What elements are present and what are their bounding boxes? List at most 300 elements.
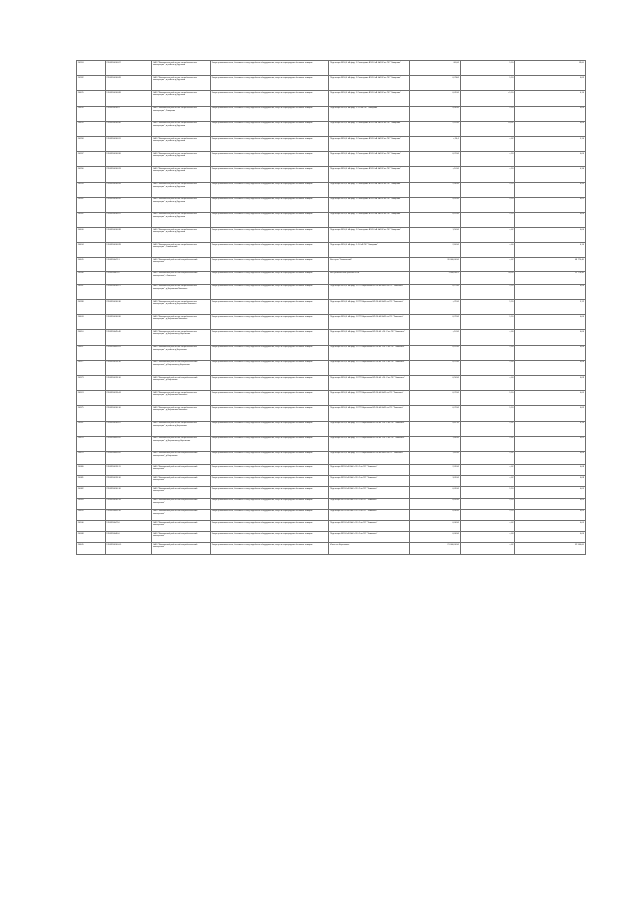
cell-id: 20592 [77,76,106,91]
cell-id: 20106 [77,521,106,532]
cell-permit: Под опоры ВЛ-0,4 кВ фид. 1 -10 кВ ПС "Заварово" [329,243,410,258]
cell-total: 4,10 [515,243,586,258]
cell-permit: Под опоры ВЛ-0,4 кВ фид. 1 КТП Чернигово ВЛ-10 кВ +20 -2 по ПС "Заволжск" [329,360,410,375]
cell-permit: Под опоры ВЛ-0,4 кВ фид. 1 -10 кВ ПС "Заварово" [329,106,410,121]
cell-total: 0,04 [515,451,586,464]
cell-permit: Под опоры ВЛ-0,4 кВ фид. 1 КТП Чернигово ВЛ-10 кВ №31 по ПС "Заволжск" [329,406,410,421]
cell-org: ОАО "Ивановская рай онная потребительская кооперация", в районе д.Кругляки [152,167,211,182]
cell-org: ОАО "Ивановский рай онный потребительский кооператив", д.Чернигово-д.Чернигово [152,360,211,375]
cell-total: 0,65 [515,391,586,406]
cell-act: Закуп промышленного, бытового и тому подобного оборудования; закуп и перепродажа бытовых товаров [210,182,329,197]
cell-act: Закуп промышленного, бытового и тому подобного оборудования; закуп и перепродажа бытовых товаров [210,315,329,330]
cell-permit: Под опоры ВЛ-0,4 кВ фид. 1 КТП Чернигово ВЛ-10 кВ +20 -2 по ПС "Заволжск" [329,375,410,390]
cell-id: 20398 [77,300,106,315]
table-row [77,391,586,406]
cell-total: 5,12 [515,300,586,315]
cell-id: 20347 [77,421,106,436]
cell-rate: 1,20 [460,284,515,299]
cell-org: ОАО "Ивановский рай онный потребительский кооператив" [152,543,211,554]
cell-act: Закуп промышленного, бытового и тому подобного оборудования; закуп и перепродажа бытовых товаров [210,451,329,464]
cell-id: 20080 [77,465,106,476]
cell-act: Закуп промышленного, бытового и тому подобного оборудования; закуп и перепродажа бытовых товаров [210,465,329,476]
cell-act: Закуп промышленного, бытового и тому подобного оборудования; закуп и перепродажа бытовых товаров [210,436,329,451]
table-row [77,532,586,543]
table-row [77,300,586,315]
cell-permit: Все узаконенные работы ЕСМ [329,271,410,284]
cell-code: 1704350016-96 [105,152,152,167]
cell-org: ОАО "Ивановская рай онная потребительская кооперация", д.Чернигово/Заволжск [152,284,211,299]
cell-rate: +,02 [460,543,515,554]
cell-rate: 1,20 [460,197,515,212]
cell-amount: 0,7014 [409,406,460,421]
cell-amount: 0,7514 [409,284,460,299]
cell-rate: 1,20 [460,391,515,406]
cell-permit: Под опоры ВЛ-10 кВ №4 +20 -2 по ПС "Заволжск" [329,521,410,532]
cell-code: 1704350016-98 [105,228,152,243]
cell-total: 0,04 [515,152,586,167]
cell-code: 1704350019-10 [105,375,152,390]
cell-org: ОАО "Ивановская рай онная потребительская кооперация", д.Чернигово/Заволжск [152,391,211,406]
table-row [77,436,586,451]
cell-code: 1704350040-0 [105,532,152,543]
cell-org: ОАО "Ивановская рай онная потребительская кооперация", в районе д.Кругляки [152,91,211,106]
cell-code: 2704350016-89 [105,76,152,91]
cell-rate: 1,20 [460,61,515,76]
cell-org: ОАО "Ивановская рай онная потребительская кооперация", в районе д.Кругляки [152,76,211,91]
cell-code: 1704350016-47 [105,421,152,436]
table-row [77,197,586,212]
cell-rate: +,02 [460,436,515,451]
cell-id: 20435 [77,121,106,136]
cell-total: 0,08 [515,465,586,476]
cell-act: Закуп промышленного, бытового и тому подобного оборудования; закуп и перепродажа бытовых товаров [210,487,329,498]
cell-amount: 0,5014 [409,375,460,390]
cell-act: Закуп промышленного, бытового и тому подобного оборудования; закуп и перепродажа бытовых товаров [210,228,329,243]
cell-permit: Под опоры ВЛ-0,4 кВ фид. 1 Самсорова ВЛ-10 кВ №102 по ПС "Заварово" [329,167,410,182]
cell-amount: 0,4514 [409,91,460,106]
table-row [77,315,586,330]
cell-code: 2704350019-10 [105,476,152,487]
cell-permit: Под опоры ВЛ-0,4 кВ фид. 1 КТП Чернигово ВЛ-10 кВ +20 -2 по ПС "Заволжск" [329,345,410,360]
cell-permit: Под опоры ВЛ-0,4 кВ фид. 1 КТП Чернигово ВЛ-10 кВ №31 по ПС "Заволжск" [329,451,410,464]
cell-total: 52 500,00 [515,543,586,554]
cell-total: 0,65 [515,76,586,91]
table-row [77,284,586,299]
cell-code: 1704350047-0 [105,521,152,532]
cell-org: ОАО "Ивановская рай онная потребительская кооперация", в районе д.Чернигово/Заволжск [152,300,211,315]
cell-org: ОАО "Ивановский рай онный потребительский кооператив" [152,532,211,543]
registry-table [76,60,586,555]
cell-permit: Под опоры ВЛ-0,4 кВ фид. 1 Самсорова ВЛ-10 кВ №102 по ПС "Заварово" [329,182,410,197]
cell-total: 19,00 [515,61,586,76]
cell-rate: 1,20 [460,406,515,421]
cell-act: Закуп промышленного, бытового и тому подобного оборудования; закуп и перепродажа бытовых товаров [210,498,329,509]
cell-org: ОАО "Ивановская рай онная потребительская кооперация", в районе д.Кругляки [152,197,211,212]
cell-permit: Под опоры ВЛ-10 кВ №4 +20 -2 по ПС "Заволжск" [329,487,410,498]
cell-code: 2704350016-93 [105,167,152,182]
cell-amount: 60,64 [409,61,460,76]
cell-rate: +,20 [460,167,515,182]
cell-id: 20342 [77,212,106,227]
cell-permit: Под опоры ВЛ-0,4 кВ фид. 1 Самсорова ВЛ-10 кВ №102 по ПС "Заварово" [329,197,410,212]
cell-permit: Под опоры ВЛ-0,4 кВ фид. 1 КТП Чернигово ВЛ-10 кВ №31 по ПС "Заволжск" [329,284,410,299]
cell-permit: Под опоры ВЛ-10 кВ №4 +20 -2 по ПС "Заволжск" [329,509,410,520]
cell-amount: +,8014 [409,436,460,451]
cell-rate: 1,20 [460,300,515,315]
table-row [77,360,586,375]
cell-amount: 2,0014 [409,182,460,197]
cell-org: ОАО "Ивановская рай онная потребительская кооперация", в районе д.Чернигово [152,421,211,436]
cell-org: ОАО "Ивановский рай онный потребительский кооператив" [152,258,211,271]
cell-permit: Под опоры ВЛ-10 кВ №4 +20 -2 по ПС "Заволжск" [329,476,410,487]
cell-amount: 1,5014 [409,228,460,243]
table-row [77,543,586,554]
cell-permit: Под опоры ВЛ-0,4 кВ фид. 1 КТП Чернигово ВЛ-10 кВ №31 по ПС "Заволжск" [329,391,410,406]
cell-code: 2704350016-94 [105,182,152,197]
cell-amount: -1,0014 [409,106,460,121]
cell-act: Закуп промышленного, бытового и тому подобного оборудования; закуп и перепродажа бытовых товаров [210,152,329,167]
table-row [77,258,586,271]
cell-rate: +0,02 [460,121,515,136]
table-row [77,487,586,498]
cell-id: 20081 [77,476,106,487]
cell-act: Закуп промышленного, бытового и тому подобного оборудования; закуп и перепродажа бытовых товаров [210,330,329,345]
cell-id: 20426 [77,106,106,121]
table-row [77,106,586,121]
table-row [77,91,586,106]
cell-total: 12 776,40 [515,271,586,284]
cell-rate: +,00 [460,330,515,345]
table-sheet [76,60,584,555]
cell-act: Закуп промышленного, бытового и тому подобного оборудования; закуп и перепродажа бытовых товаров [210,543,329,554]
cell-id: 20470 [77,451,106,464]
cell-permit: Под опоры ВЛ-0,4 кВ фид. 1 КТП Чернигово ВЛ-10 кВ №31 по ПС "Заволжск" [329,315,410,330]
cell-id: 20411 [77,345,106,360]
cell-permit: Под опоры ВЛ-0,4 кВ фид. 1 Самсорова ВЛ-10 кВ №102 по ПС "Заварово" [329,136,410,151]
cell-org: ОАО "Ивановский рай онный потребительский кооператив" [152,487,211,498]
cell-total: 5,10 [515,136,586,151]
cell-org: ОАО "Ивановский рай онный потребительский кооператив", д.Чернигово [152,375,211,390]
cell-org: ОАО "Ивановская рай онная потребительская кооперация", в районе д.Чернигово [152,345,211,360]
cell-id: 20397 [77,284,106,299]
cell-act: Закуп промышленного, бытового и тому подобного оборудования; закуп и перепродажа бытовых товаров [210,271,329,284]
table-row [77,465,586,476]
cell-total: 48 770,40 [515,258,586,271]
cell-amount: 4,4514 [409,197,460,212]
cell-amount: 0,0014 [409,509,460,520]
cell-act: Закуп промышленного, бытового и тому подобного оборудования; закуп и перепродажа бытовых товаров [210,258,329,271]
cell-code: 1704350045-16 [105,509,152,520]
cell-rate: 1,20 [460,76,515,91]
cell-id: 20341 [77,197,106,212]
cell-act: Закуп промышленного, бытового и тому подобного оборудования; закуп и перепродажа бытовых товаров [210,76,329,91]
cell-rate: +,02 [460,136,515,151]
cell-rate: 1,20 [460,509,515,520]
cell-permit: Под опоры ВЛ-10 кВ №4 +20 -2 по ПС "Заволжск" [329,498,410,509]
table-row [77,521,586,532]
cell-total: 0,05 [515,487,586,498]
cell-amount: 0,7004 [409,76,460,91]
cell-code: 1704350019-10 [105,360,152,375]
cell-id: 20356 [77,167,106,182]
cell-id: 20425 [77,91,106,106]
cell-amount: +,1014 [409,330,460,345]
cell-rate: +,02 [460,476,515,487]
cell-amount: 2,6014 [409,243,460,258]
cell-amount: 0,0014 [409,532,460,543]
cell-code: 2704350016-95 [105,197,152,212]
table-row [77,152,586,167]
cell-org: ОАО "Ивановский рай онный потребительский кооператив", г.Заволжск [152,271,211,284]
cell-act: Закуп промышленного, бытового и тому подобного оборудования; закуп и перепродажа бытовых товаров [210,284,329,299]
cell-amount: 21 000,0014 [409,543,460,554]
table-row [77,136,586,151]
table-row [77,330,586,345]
cell-id: 20377 [77,360,106,375]
cell-total: 4,45 [515,182,586,197]
cell-code: 1704350010-0-1 [105,543,152,554]
cell-org: ОАО "Ивановская рай онная потребительская кооперация", д.Чернигово-д.Чернигово [152,436,211,451]
table-row [77,451,586,464]
cell-id: 20375 [77,406,106,421]
cell-amount: +,2514 [409,300,460,315]
cell-code: 1704350047-1 [105,258,152,271]
cell-total: 0,10 [515,421,586,436]
cell-act: Закуп промышленного, бытового и тому подобного оборудования; закуп и перепродажа бытовых товаров [210,532,329,543]
cell-code: 2704350019-44 [105,391,152,406]
cell-amount: 0,0514 [409,487,460,498]
cell-total: 0,05 [515,509,586,520]
cell-total: 0,04 [515,532,586,543]
cell-permit: Под опоры ВЛ-10 кВ №4 +20 -2 по ПС "Заволжск" [329,465,410,476]
cell-org: ОАО "Ивановский рай онный потребительский кооператив" [152,521,211,532]
cell-code: 1704350016-88 [105,91,152,106]
cell-total: 0,02 [515,436,586,451]
cell-amount: 0,1014 [409,212,460,227]
cell-amount: 0,7014 [409,391,460,406]
cell-act: Закуп промышленного, бытового и тому подобного оборудования; закуп и перепродажа бытовых товаров [210,391,329,406]
cell-rate: +,20 [460,152,515,167]
cell-org: ОАО "Ивановская рай онная потребительская кооперация", Заволжский [152,243,211,258]
cell-act: Закуп промышленного, бытового и тому подобного оборудования; закуп и перепродажа бытовых товаров [210,212,329,227]
cell-org: ОАО "Ивановская рай онная потребительская кооперация", в районе д.Кругляки [152,136,211,151]
cell-rate: +,00 [460,360,515,375]
cell-org: ОАО "Ивановский рай онный потребительский кооператив" [152,465,211,476]
cell-total: 0,08 [515,476,586,487]
table-row [77,498,586,509]
cell-total: 0,65 [515,406,586,421]
cell-rate: +,02 [460,421,515,436]
cell-amount: +,6514 [409,451,460,464]
cell-rate: +,02 [460,228,515,243]
cell-total: 6,00 [515,284,586,299]
cell-id: 20374 [77,391,106,406]
cell-total: 0,04 [515,228,586,243]
cell-code: 1704350045-42 [105,451,152,464]
cell-amount: +,20,4 [409,136,460,151]
cell-total: 0,05 [515,498,586,509]
cell-id: 20403 [77,315,106,330]
cell-org: ОАО "Ивановский рай онный потребительский кооператив", д.Чернигово [152,451,211,464]
cell-code: 1704350045-41 [105,345,152,360]
cell-act: Закуп промышленного, бытового и тому подобного оборудования; закуп и перепродажа бытовых товаров [210,360,329,375]
cell-permit: Под опоры ВЛ-0,4 кВ фид. 1 Самсорова ВЛ-10 кВ №102 по ПС "Заварово" [329,228,410,243]
cell-act: Закуп промышленного, бытового и тому подобного оборудования; закуп и перепродажа бытовых товаров [210,136,329,151]
cell-rate: 1,20 [460,498,515,509]
cell-code: 2704350067-2 [105,271,152,284]
cell-act: Закуп промышленного, бытового и тому подобного оборудования; закуп и перепродажа бытовых товаров [210,61,329,76]
cell-code: 1704350016-91 [105,136,152,151]
cell-amount: 0,0514 [409,498,460,509]
cell-permit: Вне куль-"Заволжский" [329,258,410,271]
cell-code: 1704350045-40 [105,330,152,345]
cell-org: ОАО "Ивановская рай онная потребительская кооперация", в районе д.Кругляки [152,182,211,197]
cell-act: Закуп промышленного, бытового и тому подобного оборудования; закуп и перепродажа бытовых товаров [210,121,329,136]
cell-org: ОАО "Ивановская рай онная потребительская кооперация", в районе д.Кругляки [152,152,211,167]
cell-amount: 0,0014 [409,521,460,532]
table-row [77,182,586,197]
cell-total: 4,36 [515,167,586,182]
cell-rate: +,02 [460,258,515,271]
cell-org: ОАО "Ивановская рай онная потребительская кооперация", в районе д.Кругляки [152,212,211,227]
cell-org: ОАО "Ивановская рай онная потребительская кооперация", в районе д.Кругляки [152,61,211,76]
cell-total: 0,04 [515,315,586,330]
cell-amount: 0,7014 [409,315,460,330]
cell-permit: Под опоры ВЛ-0,4 кВ фид. 1 Самсорова ВЛ-10 кВ №102 по ПС "Заварово" [329,76,410,91]
cell-act: Закуп промышленного, бытового и тому подобного оборудования; закуп и перепродажа бытовых товаров [210,300,329,315]
table-row [77,243,586,258]
cell-id: 20553 [77,61,106,76]
cell-rate: 59,00 [460,271,515,284]
cell-org: ОАО "Ивановский рай онный потребительский кооператив" [152,509,211,520]
cell-code: 2704350010-14 [105,498,152,509]
cell-code: 1704350045-42 [105,436,152,451]
cell-permit: Под опоры ВЛ-0,4 кВ фид. 1 Самсорова ВЛ-10 кВ №102 по ПС "Заварово" [329,212,410,227]
cell-permit: Под опоры ВЛ-0,4 кВ фид. 1 Самсорова ВЛ-10 кВ №102 по ПС "Заварово" [329,61,410,76]
cell-org: ОАО "Ивановская рай онная потребительская кооперация", д.Чернигово/Заволжск [152,315,211,330]
table-row [77,271,586,284]
cell-rate: +,20 [460,212,515,227]
cell-id: 20396 [77,271,106,284]
table-row [77,476,586,487]
cell-org: ОАО "Ивановская рай онная потребительская кооперация", д.Чернигово/Заволжск [152,406,211,421]
cell-org: ОАО "Ивановская рай онная потребительская кооперация", Заварово [152,106,211,121]
cell-act: Закуп промышленного, бытового и тому подобного оборудования; закуп и перепродажа бытовых товаров [210,106,329,121]
cell-permit: Под опоры ВЛ-0,4 кВ фид. 1 КТП Чернигово ВЛ-10 кВ +20 -2 по ПС "Заволжск" [329,436,410,451]
cell-org: ОАО "Ивановский рай онный потребительский кооператив" [152,476,211,487]
table-row [77,167,586,182]
cell-amount: 3,0514 [409,476,460,487]
cell-code: 1704350016-90 [105,121,152,136]
cell-rate: +,00 [460,243,515,258]
cell-amount: 2,0514 [409,465,460,476]
cell-act: Закуп промышленного, бытового и тому подобного оборудования; закуп и перепродажа бытовых товаров [210,197,329,212]
cell-amount: 20 000,0014 [409,258,460,271]
cell-amount: 2,1014 [409,121,460,136]
cell-code: 1704350016-97 [105,212,152,227]
table-row [77,345,586,360]
cell-code: 2704350016-87 [105,61,152,76]
cell-id: 20008 [77,532,106,543]
cell-id: 20478 [77,436,106,451]
cell-id: 20373 [77,375,106,390]
cell-total: 0,04 [515,121,586,136]
cell-code: 1704350019-11 [105,465,152,476]
cell-act: Закуп промышленного, бытового и тому подобного оборудования; закуп и перепродажа бытовых товаров [210,521,329,532]
cell-permit: Под опоры ВЛ-0,4 кВ фид. 1 Самсорова ВЛ-10 кВ №102 по ПС "Заварово" [329,152,410,167]
cell-rate: +,02 [460,465,515,476]
cell-act: Закуп промышленного, бытового и тому подобного оборудования; закуп и перепродажа бытовых товаров [210,406,329,421]
cell-act: Закуп промышленного, бытового и тому подобного оборудования; закуп и перепродажа бытовых товаров [210,345,329,360]
cell-code: 1704350016-99 [105,243,152,258]
cell-rate: 1,20 [460,182,515,197]
cell-code: 2704350016-30 [105,300,152,315]
cell-total: 0,04 [515,345,586,360]
cell-act: Закуп промышленного, бытового и тому подобного оборудования; закуп и перепродажа бытовых товаров [210,167,329,182]
cell-org: ОАО "Ивановская рай онная потребительская кооперация", д.Чернигово-д.Чернигово [152,330,211,345]
cell-id: 20359 [77,182,106,197]
cell-id: 20445 [77,258,106,271]
cell-permit: Под опоры ВЛ-0,4 кВ фид. 1 КТП Чернигово ВЛ-10 кВ №31 по ПС "Заволжск" [329,300,410,315]
cell-total: 0,04 [515,106,586,121]
table-body [77,61,586,555]
table-row [77,228,586,243]
cell-org: ОАО "Ивановский рай онный потребительский кооператив" [152,498,211,509]
cell-permit: Под опоры ВЛ-10 кВ №4 +20 -2 по ПС "Заволжск" [329,532,410,543]
cell-id: 20434 [77,243,106,258]
cell-rate: +,02 [460,521,515,532]
cell-total: 4,01 [515,197,586,212]
table-row [77,375,586,390]
table-row [77,61,586,76]
cell-act: Закуп промышленного, бытового и тому подобного оборудования; закуп и перепродажа бытовых товаров [210,91,329,106]
cell-code: 1704350016-5 [105,106,152,121]
cell-act: Закуп промышленного, бытового и тому подобного оборудования; закуп и перепродажа бытовых товаров [210,375,329,390]
table-row [77,406,586,421]
cell-id: 20445 [77,543,106,554]
cell-amount: 4,6714 [409,421,460,436]
cell-code: 2704350016-27 [105,284,152,299]
cell-permit: Под опоры ВЛ-0,4 кВ фид. 1 Самсорова ВЛ-10 кВ №102 по ПС "Заварово" [329,121,410,136]
cell-amount: 0,1014 [409,345,460,360]
cell-act: Закуп промышленного, бытового и тому подобного оборудования; закуп и перепродажа бытовых товаров [210,421,329,436]
cell-id: 20358 [77,136,106,151]
cell-amount: 0,7014 [409,360,460,375]
cell-rate: 1,20 [460,315,515,330]
cell-rate: +,00 [460,532,515,543]
cell-permit: Под опоры ВЛ-0,4 кВ фид. 1 КТП Чернигово ВЛ-10 кВ +20 -2 по ПС "Заволжск" [329,330,410,345]
cell-amount: +,1014 [409,167,460,182]
cell-total: 0,04 [515,330,586,345]
cell-rate: +,00 [460,375,515,390]
cell-permit: Под опоры ВЛ-0,4 кВ фид. 1 Самсорова ВЛ-10 кВ №102 по ПС "Заварово" [329,91,410,106]
cell-code: 1704350016-90 [105,315,152,330]
cell-total: 0,09 [515,375,586,390]
cell-org: ОАО "Ивановская рай онная потребительская кооперация", в районе д.Кругляки [152,121,211,136]
cell-org: ОАО "Ивановская рай онная потребительская кооперация", в районе д.Кругляки [152,228,211,243]
table-row [77,76,586,91]
cell-rate: +,02 [460,451,515,464]
cell-total: 0,08 [515,360,586,375]
cell-rate: +,00 [460,345,515,360]
cell-id: 20337 [77,152,106,167]
cell-permit: Под опоры ВЛ-0,4 кВ фид. 1 КТП Чернигово ВЛ-10 кВ +20 -2 по ПС "Заволжск" [329,421,410,436]
cell-total: 4,14 [515,91,586,106]
cell-total: 0,05 [515,521,586,532]
cell-rate: +,20 [460,106,515,121]
cell-permit: Итого по Чернигово: [329,543,410,554]
cell-rate: 1,20 [460,487,515,498]
